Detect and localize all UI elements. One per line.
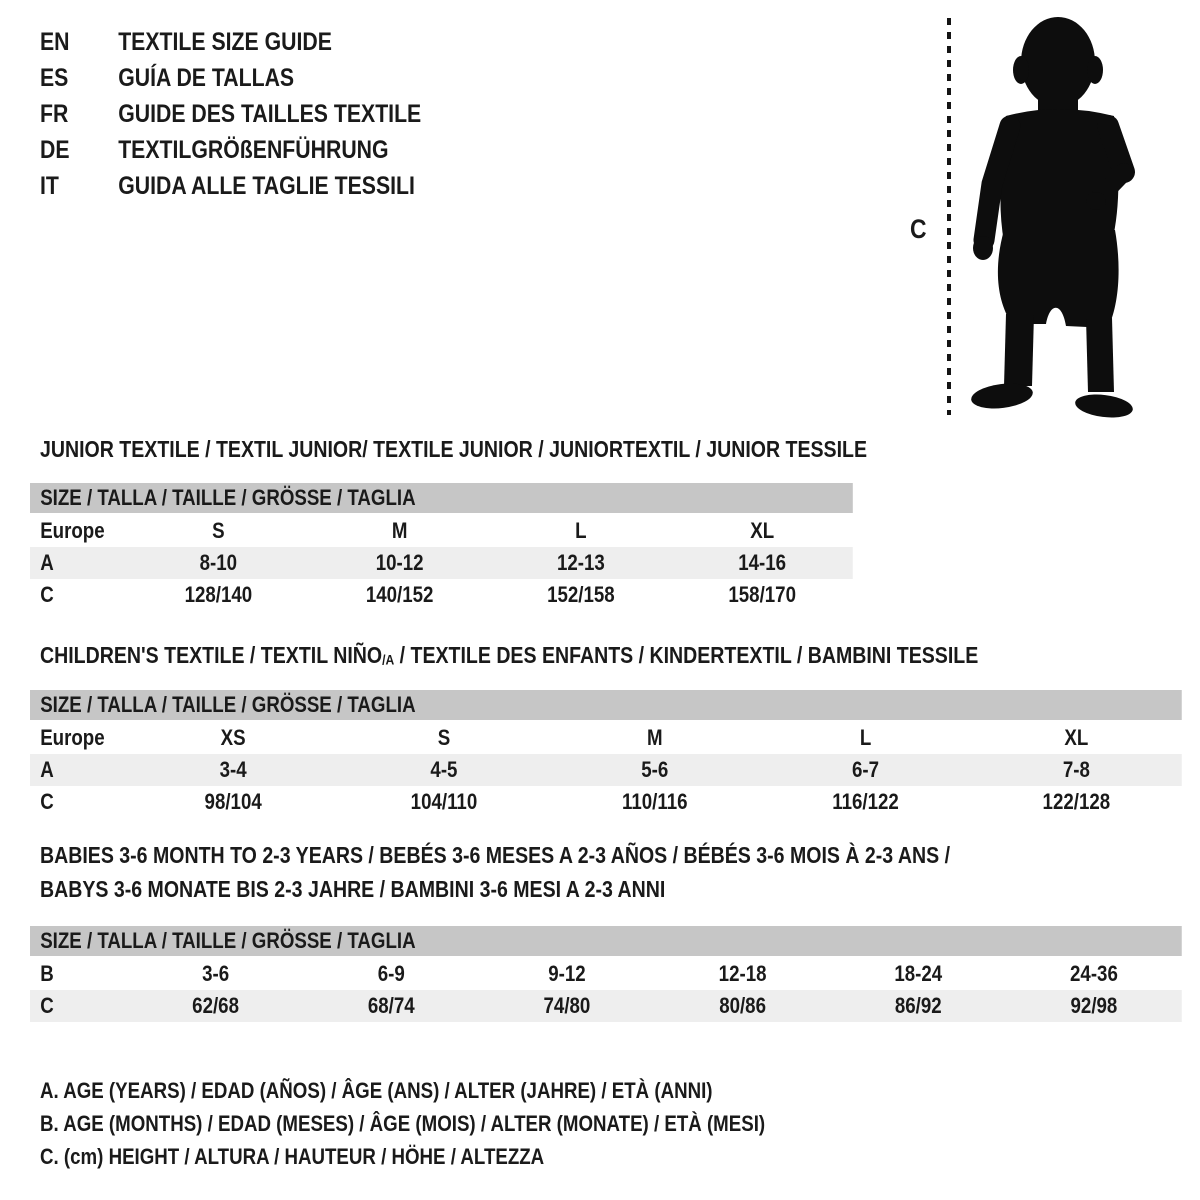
children-heading-text: / TEXTILE DES ENFANTS / KINDERTEXTIL / BAMBINI TESSILE <box>394 642 979 668</box>
row-label: C <box>40 993 54 1018</box>
language-title: GUIDE DES TAILLES TEXTILE <box>118 100 422 128</box>
row-label: Europe <box>40 518 105 543</box>
children-size-table <box>30 690 1182 818</box>
size-cell: M <box>646 725 663 750</box>
babies-section-heading <box>40 838 950 906</box>
size-cell: 3-6 <box>202 961 230 986</box>
children-heading-sub: /A <box>382 652 395 669</box>
language-title: GUÍA DE TALLAS <box>118 64 295 92</box>
size-cell: 86/92 <box>894 993 942 1018</box>
size-header-bar: SIZE / TALLA / TAILLE / GRÖSSE / TAGLIA <box>30 483 853 513</box>
size-cell: 7-8 <box>1062 757 1090 782</box>
table-row-height <box>30 786 1182 818</box>
height-measure-dashed-line <box>947 18 951 415</box>
table-row-europe <box>30 722 1182 754</box>
size-cell: 104/110 <box>410 789 478 814</box>
size-cell: 3-4 <box>219 757 247 782</box>
language-row <box>40 168 421 204</box>
language-code: FR <box>40 100 69 128</box>
table-row-europe <box>30 515 853 547</box>
size-cell: XS <box>220 725 246 750</box>
babies-heading-line2: BABYS 3-6 MONATE BIS 2-3 JAHRE / BAMBINI 3-6 MESI A 2-3 ANNI <box>40 876 666 902</box>
size-cell: 12-18 <box>718 961 767 986</box>
size-cell: 68/74 <box>367 993 415 1018</box>
size-cell: 12-13 <box>556 550 605 575</box>
row-label: C <box>40 582 54 607</box>
size-cell: 74/80 <box>543 993 591 1018</box>
children-section-heading <box>40 642 978 674</box>
size-cell: 128/140 <box>184 582 253 607</box>
table-row-height <box>30 579 853 611</box>
size-cell: 6-7 <box>852 757 880 782</box>
footnote-line-b: B. AGE (MONTHS) / EDAD (MESES) / ÂGE (MOIS) / ALTER (MONATE) / ETÀ (MESI) <box>40 1111 766 1136</box>
size-cell: 4-5 <box>430 757 458 782</box>
size-cell: 10-12 <box>375 550 424 575</box>
language-code: EN <box>40 28 70 56</box>
toddler-silhouette-icon <box>958 14 1140 418</box>
size-cell: S <box>437 725 451 750</box>
size-cell: 24-36 <box>1070 961 1118 986</box>
size-cell: 98/104 <box>204 789 262 814</box>
size-cell: 14-16 <box>738 550 787 575</box>
table-row-age <box>30 547 853 579</box>
size-cell: 8-10 <box>199 550 238 575</box>
table-row-height <box>30 990 1182 1022</box>
size-cell: L <box>575 518 587 543</box>
language-title: TEXTILE SIZE GUIDE <box>118 28 332 56</box>
size-cell: 110/116 <box>621 789 688 814</box>
size-cell: XL <box>750 518 775 543</box>
language-row <box>40 60 421 96</box>
table-row-months <box>30 958 1182 990</box>
size-cell: 116/122 <box>832 789 899 814</box>
row-label: C <box>40 789 54 814</box>
size-cell: 18-24 <box>894 961 943 986</box>
row-label: A <box>40 757 54 782</box>
language-row <box>40 24 421 60</box>
height-label: C <box>910 214 927 244</box>
size-cell: 80/86 <box>719 993 766 1018</box>
size-cell: 5-6 <box>641 757 669 782</box>
junior-section-heading: JUNIOR TEXTILE / TEXTIL JUNIOR/ TEXTILE JUNIOR / JUNIORTEXTIL / JUNIOR TESSILE <box>40 436 868 462</box>
size-cell: L <box>859 725 872 750</box>
size-cell: 92/98 <box>1070 993 1118 1018</box>
row-label: Europe <box>40 725 105 750</box>
footnotes <box>40 1074 765 1173</box>
language-title-list <box>40 24 421 204</box>
size-cell: 6-9 <box>377 961 405 986</box>
table-row-age <box>30 754 1182 786</box>
language-row <box>40 132 421 168</box>
language-code: ES <box>40 64 69 92</box>
size-cell: 158/170 <box>728 582 796 607</box>
size-cell: M <box>391 518 408 543</box>
size-cell: 122/128 <box>1042 789 1111 814</box>
size-header-bar: SIZE / TALLA / TAILLE / GRÖSSE / TAGLIA <box>30 690 1182 720</box>
row-label: A <box>40 550 54 575</box>
size-cell: S <box>212 518 225 543</box>
language-code: IT <box>40 172 59 200</box>
babies-heading-line1: BABIES 3-6 MONTH TO 2-3 YEARS / BEBÉS 3-6 MESES A 2-3 AÑOS / BÉBÉS 3-6 MOIS À 2-3 ANS / <box>40 842 951 868</box>
language-title: GUIDA ALLE TAGLIE TESSILI <box>118 172 415 200</box>
footnote-line-c: C. (cm) HEIGHT / ALTURA / HAUTEUR / HÖHE / ALTEZZA <box>40 1144 545 1169</box>
footnote-line-a: A. AGE (YEARS) / EDAD (AÑOS) / ÂGE (ANS) / ALTER (JAHRE) / ETÀ (ANNI) <box>40 1078 713 1103</box>
language-code: DE <box>40 136 70 164</box>
language-title: TEXTILGRÖßENFÜHRUNG <box>118 136 389 164</box>
row-label: B <box>40 961 54 986</box>
size-cell: 140/152 <box>365 582 434 607</box>
size-cell: 62/68 <box>192 993 239 1018</box>
language-row <box>40 96 421 132</box>
size-header-bar: SIZE / TALLA / TAILLE / GRÖSSE / TAGLIA <box>30 926 1182 956</box>
babies-size-table <box>30 926 1182 1022</box>
size-cell: 152/158 <box>547 582 615 607</box>
junior-size-table <box>30 483 853 611</box>
size-cell: 9-12 <box>548 961 586 986</box>
size-cell: XL <box>1064 725 1089 750</box>
children-heading-text: CHILDREN'S TEXTILE / TEXTIL NIÑO <box>40 642 383 668</box>
